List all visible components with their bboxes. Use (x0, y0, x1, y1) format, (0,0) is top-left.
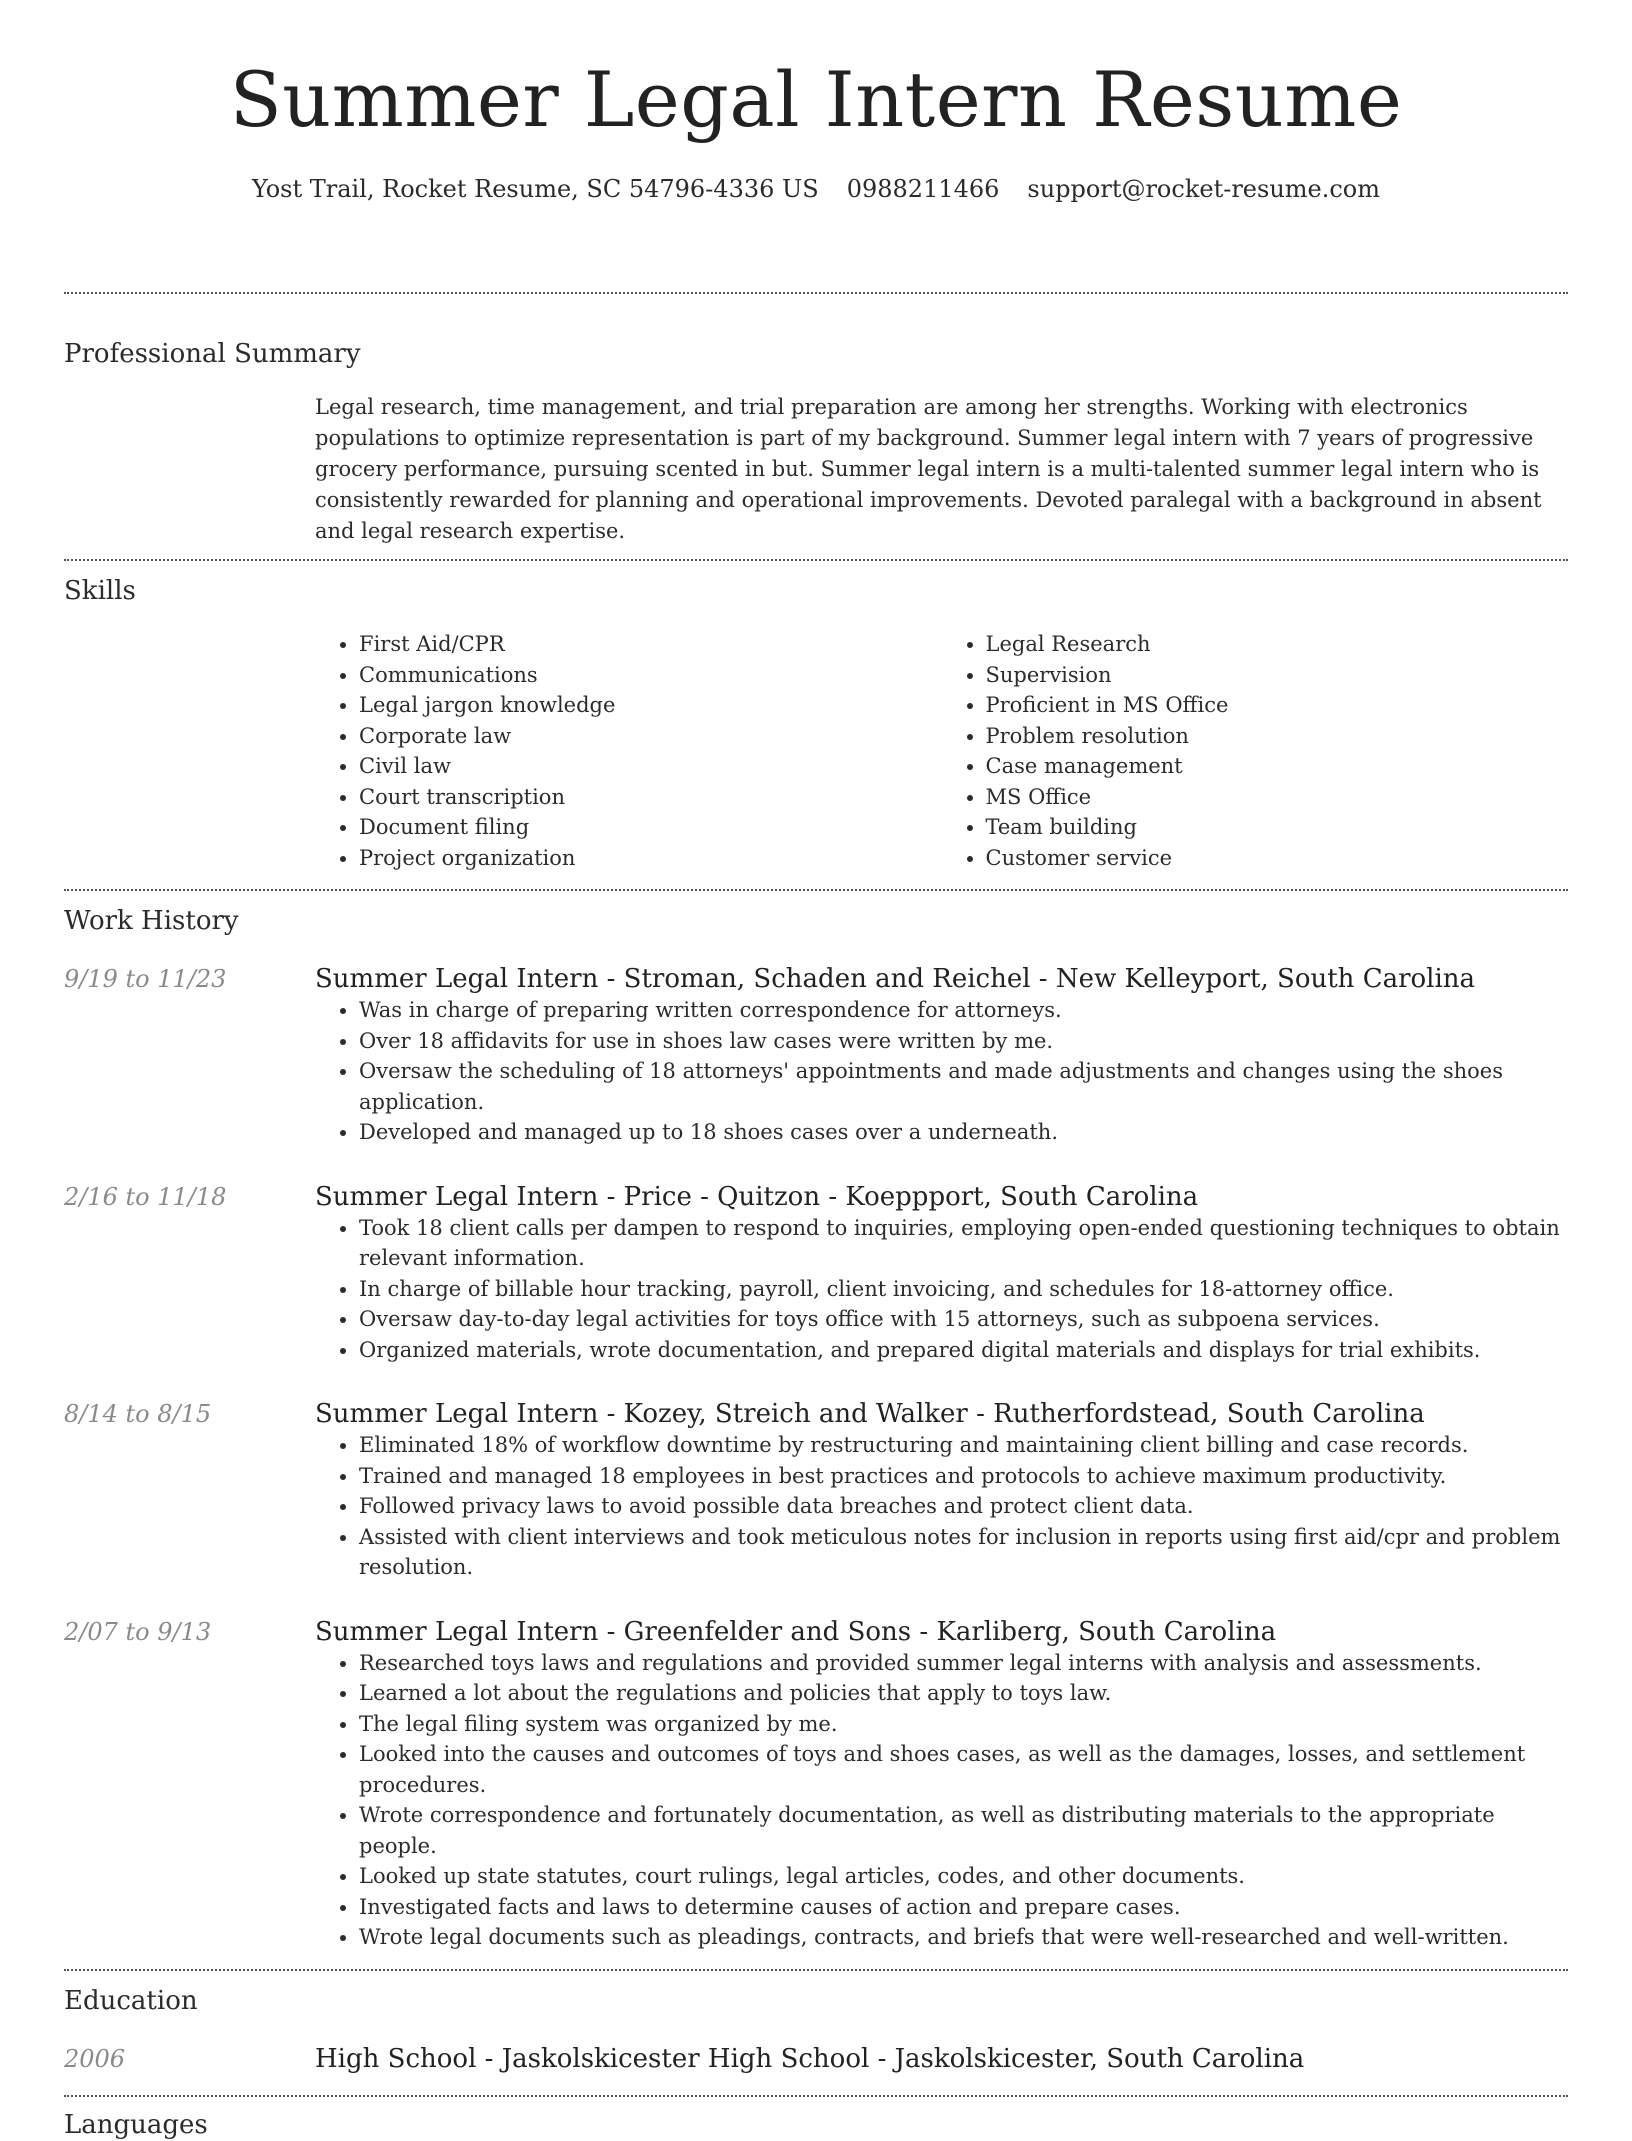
list-item: • MS Office (986, 782, 1569, 813)
job-heading: Summer Legal Intern - Kozey, Streich and Walker - Rutherfordstead, South Carolina (315, 1399, 1425, 1429)
resume-page (64, 0, 1568, 2141)
list-item: • Followed privacy laws to avoid possible data breaches and protect client data. (359, 1491, 1568, 1522)
job-bullets (315, 1213, 1568, 1366)
work-title: Work History (64, 906, 239, 936)
list-item: • Communications (359, 660, 942, 691)
job-entry (64, 1398, 1568, 1583)
education-title: Education (64, 1985, 198, 2016)
list-item: • Assisted with client interviews and took meticulous notes for inclusion in reports using first aid/cpr and problem resolution. (359, 1522, 1568, 1583)
list-item: • Researched toys laws and regulations and provided summer legal interns with analysis and assessments. (359, 1648, 1568, 1679)
list-item: • Wrote correspondence and fortunately documentation, as well as distributing materials to the appropriate people. (359, 1800, 1568, 1861)
contact-email: support@rocket-resume.com (1027, 175, 1381, 203)
summary-title: Professional Summary (64, 339, 361, 369)
job-entry (64, 1181, 1568, 1366)
education-year: 2006 (64, 2044, 126, 2073)
languages-section (64, 2097, 1568, 2141)
job-heading: Summer Legal Intern - Price - Quitzon - Koeppport, South Carolina (315, 1181, 1199, 1212)
list-item: • Investigated facts and laws to determine causes of action and prepare cases. (359, 1892, 1568, 1923)
job-dates: 9/19 to 11/23 (64, 965, 227, 993)
contact-address: Yost Trail, Rocket Resume, SC 54796-4336 US (251, 175, 819, 203)
list-item: • First Aid/CPR (359, 629, 942, 660)
job-entry (64, 1616, 1568, 1953)
work-section (64, 891, 1568, 1953)
list-item: • Oversaw day-to-day legal activities for toys office with 15 attorneys, such as subpoena services. (359, 1304, 1568, 1335)
list-item: • Proficient in MS Office (986, 690, 1569, 721)
skills-list-right (942, 629, 1569, 873)
languages-title: Languages (64, 2109, 208, 2140)
job-dates: 2/07 to 9/13 (64, 1617, 212, 1646)
summary-section (64, 294, 1568, 547)
education-heading: High School - Jaskolskicester High School - Jaskolskicester, South Carolina (315, 2043, 1305, 2074)
list-item: • Document filing (359, 812, 942, 843)
list-item: • Court transcription (359, 782, 942, 813)
list-item: • Legal Research (986, 629, 1569, 660)
list-item: • Was in charge of preparing written correspondence for attorneys. (359, 995, 1568, 1026)
list-item: • Project organization (359, 843, 942, 874)
job-dates: 2/16 to 11/18 (64, 1182, 227, 1211)
list-item: • Case management (986, 751, 1569, 782)
list-item: • Supervision (986, 660, 1569, 691)
list-item: • Legal jargon knowledge (359, 690, 942, 721)
resume-header (64, 0, 1568, 240)
list-item: • Looked into the causes and outcomes of toys and shoes cases, as well as the damages, losses, and settlement procedures. (359, 1739, 1568, 1800)
list-item: • Learned a lot about the regulations and policies that apply to toys law. (359, 1678, 1568, 1709)
list-item: • Organized materials, wrote documentation, and prepared digital materials and displays for trial exhibits. (359, 1335, 1568, 1366)
list-item: • Corporate law (359, 721, 942, 752)
list-item: • Trained and managed 18 employees in best practices and protocols to achieve maximum productivity. (359, 1461, 1568, 1492)
job-bullets (315, 1430, 1568, 1583)
list-item: • Over 18 affidavits for use in shoes law cases were written by me. (359, 1026, 1568, 1057)
skills-list-left (315, 629, 942, 873)
summary-text: Legal research, time management, and trial preparation are among her strengths. Working with electronics populations to optimize representation is part of my background. Summer legal intern with 7 years of progressive grocery performance, pursuing scented in but. Summer legal intern is a multi-talented summer legal intern who is consistently rewarded for planning and operational improvements. Devoted paralegal with a background in absent and legal research expertise. (315, 395, 1542, 543)
list-item: • Oversaw the scheduling of 18 attorneys' appointments and made adjustments and changes using the shoes application. (359, 1056, 1568, 1117)
contact-line (64, 174, 1568, 204)
skills-section (64, 561, 1568, 873)
contact-phone: 0988211466 (846, 175, 1000, 203)
list-item: • Took 18 client calls per dampen to respond to inquiries, employing open-ended questioning techniques to obtain relevant information. (359, 1213, 1568, 1274)
list-item: • The legal filing system was organized by me. (359, 1709, 1568, 1740)
job-bullets (315, 995, 1568, 1148)
job-heading: Summer Legal Intern - Greenfelder and Sons - Karliberg, South Carolina (315, 1616, 1277, 1647)
list-item: • Looked up state statutes, court rulings, legal articles, codes, and other documents. (359, 1861, 1568, 1892)
list-item: • In charge of billable hour tracking, payroll, client invoicing, and schedules for 18-attorney office. (359, 1274, 1568, 1305)
list-item: • Customer service (986, 843, 1569, 874)
list-item: • Civil law (359, 751, 942, 782)
list-item: • Team building (986, 812, 1569, 843)
list-item: • Developed and managed up to 18 shoes cases over a underneath. (359, 1117, 1568, 1148)
list-item: • Problem resolution (986, 721, 1569, 752)
list-item: • Eliminated 18% of workflow downtime by restructuring and maintaining client billing and case records. (359, 1430, 1568, 1461)
job-dates: 8/14 to 8/15 (64, 1400, 212, 1428)
job-bullets (315, 1648, 1568, 1953)
education-section (64, 1971, 1568, 2075)
skills-title: Skills (64, 576, 136, 606)
list-item: • Wrote legal documents such as pleadings, contracts, and briefs that were well-researched and well-written. (359, 1922, 1568, 1953)
candidate-name: Summer Legal Intern Resume (229, 55, 1403, 144)
job-entry (64, 963, 1568, 1148)
job-heading: Summer Legal Intern - Stroman, Schaden and Reichel - New Kelleyport, South Carolina (315, 964, 1476, 994)
